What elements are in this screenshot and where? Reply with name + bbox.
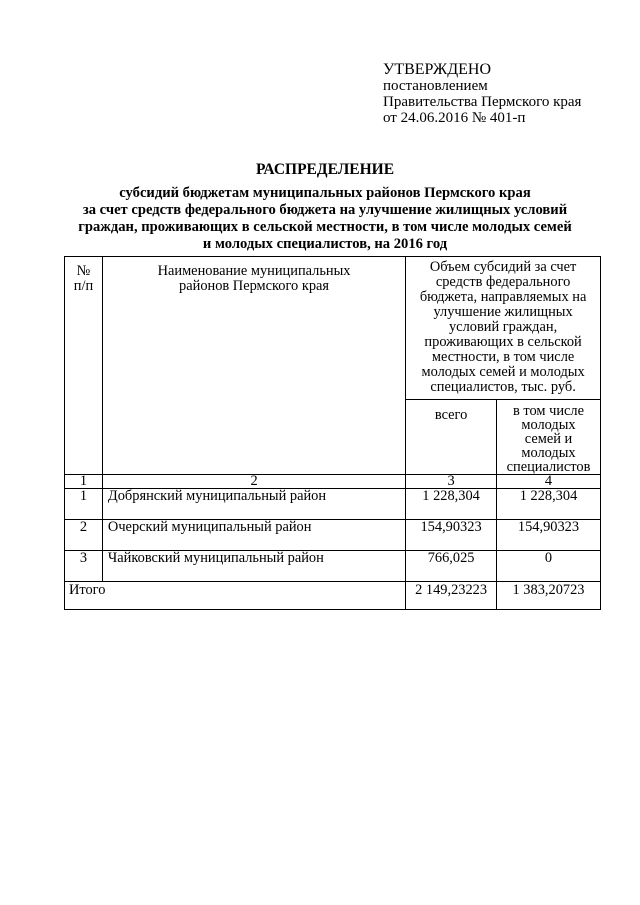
document-subtitle-line: субсидий бюджетам муниципальных районов Пермского края [119, 185, 531, 201]
totals-total: 2 149,23223 [406, 582, 497, 610]
column-index: 2 [102, 475, 405, 489]
totals-row [65, 582, 601, 610]
district-name: Чайковский муниципальный район [102, 551, 405, 582]
column-index: 1 [65, 475, 103, 489]
totals-label: Итого [65, 582, 406, 610]
approval-line: постановлением [383, 78, 488, 94]
totals-young: 1 383,20723 [496, 582, 600, 610]
header-number: № п/п [65, 257, 103, 475]
district-name: Добрянский муниципальный район [102, 489, 405, 520]
column-index: 4 [496, 475, 600, 489]
approval-title: УТВЕРЖДЕНО [383, 61, 492, 78]
approval-line: Правительства Пермского края [383, 94, 582, 110]
district-name: Очерский муниципальный район [102, 520, 405, 551]
table-row [65, 551, 601, 582]
header-young-families: в том числе молодых семей и молодых специалистов [496, 400, 600, 475]
row-number: 2 [65, 520, 103, 551]
column-index: 3 [406, 475, 497, 489]
header-subsidy-volume: Объем субсидий за счет средств федерального бюджета, направляемых на улучшение жилищных условий граждан, проживающих в сельской местности, в том числе молодых семей и молодых специалистов, тыс. руб. [406, 257, 601, 400]
approval-date: от 24.06.2016 № 401-п [383, 110, 526, 126]
subsidy-total: 1 228,304 [406, 489, 497, 520]
row-number: 1 [65, 489, 103, 520]
document-subtitle-line: граждан, проживающих в сельской местности, в том числе молодых семей [78, 219, 572, 235]
distribution-table [64, 256, 601, 610]
table-header-row [65, 257, 601, 400]
row-number: 3 [65, 551, 103, 582]
subsidy-young: 0 [496, 551, 600, 582]
document-subtitle-line: и молодых специалистов, на 2016 год [202, 236, 448, 252]
subsidy-young: 154,90323 [496, 520, 600, 551]
document-heading: РАСПРЕДЕЛЕНИЕ [255, 161, 395, 178]
subsidy-total: 154,90323 [406, 520, 497, 551]
column-index-row [65, 475, 601, 489]
header-total: всего [406, 400, 497, 475]
table-row [65, 520, 601, 551]
approval-stamp [383, 61, 581, 126]
document-subtitle-line: за счет средств федерального бюджета на улучшение жилищных условий [82, 202, 568, 218]
table-row [65, 489, 601, 520]
subsidy-total: 766,025 [406, 551, 497, 582]
header-district-name: Наименование муниципальных районов Пермского края [102, 257, 405, 475]
document-title [50, 161, 600, 253]
subsidy-young: 1 228,304 [496, 489, 600, 520]
